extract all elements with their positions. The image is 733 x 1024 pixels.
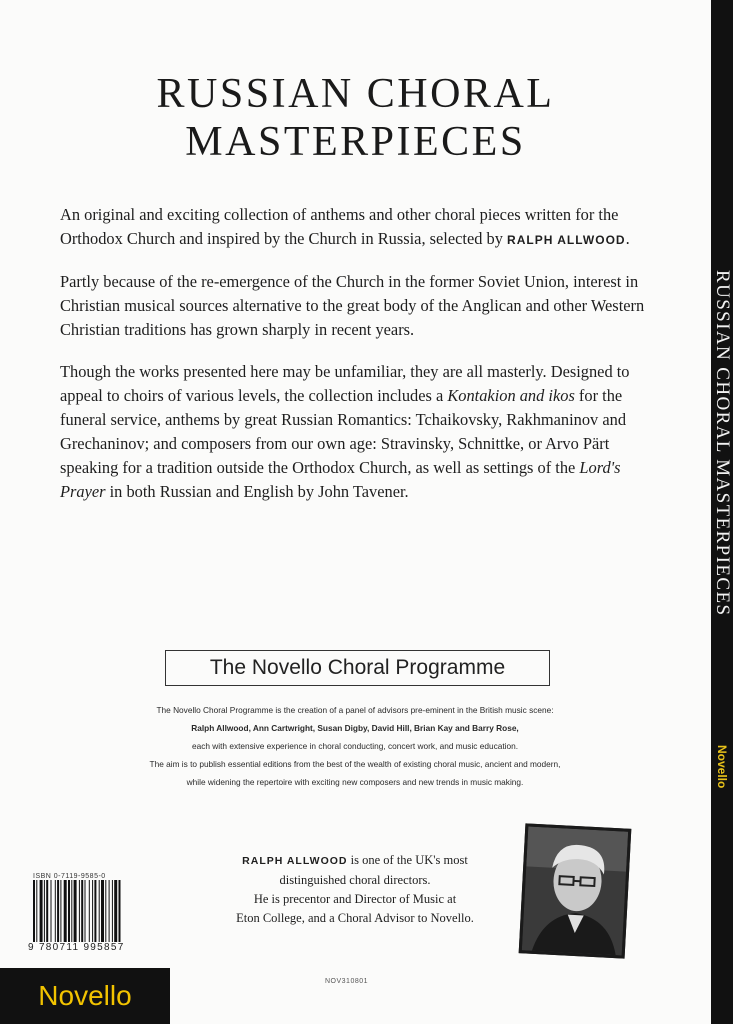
programme-description: The Novello Choral Programme is the creation of a panel of advisors pre-eminent in the British music scene: Ralph Allwood, Ann Cartwright, Susan Digby, David Hill, Brian Kay and Barry Rose, each with extensive experience in choral conducting, concert work, and music education. The aim is to publish essential editions from the best of the wealth of existing choral music, ancient and modern, while widening the repertoire with exciting new composers and new trends in music making. bbox=[149, 705, 561, 787]
author-bio: RALPH ALLWOOD is one of the UK's most distinguished choral directors. He is precentor and Director of Music at Eton College, and a Choral Advisor to Novello. bbox=[236, 853, 474, 925]
barcode bbox=[32, 880, 150, 942]
description-paragraph-1: An original and exciting collection of anthems and other choral pieces written for the Orthodox Church and inspired by the Church in Russia, selected by RALPH ALLWOOD. bbox=[60, 205, 630, 248]
novello-logo: Novello bbox=[0, 968, 170, 1024]
bio-name: RALPH ALLWOOD bbox=[242, 855, 348, 867]
editor-name: RALPH ALLWOOD bbox=[507, 233, 626, 247]
book-title bbox=[0, 70, 711, 166]
book-title-line2: MASTERPIECES bbox=[185, 119, 526, 165]
author-photo bbox=[519, 823, 632, 958]
book-title-line1: RUSSIAN CHORAL bbox=[156, 71, 555, 117]
catalogue-number: NOV310801 bbox=[325, 978, 369, 985]
description bbox=[60, 203, 660, 522]
description-paragraph-2: Partly because of the re-emergence of the Church in the former Soviet Union, interest in Christian musical sources alternative to the great body of the Anglican and other Western Christian traditions has grown sharply in recent years. bbox=[60, 272, 645, 339]
spine-title: RUSSIAN CHORAL MASTERPIECES bbox=[712, 270, 733, 617]
barcode-number: 9 780711 995857 bbox=[28, 942, 125, 953]
spine-brand: Novello bbox=[715, 745, 729, 789]
description-paragraph-3: Though the works presented here may be unfamiliar, they are all masterly. Designed to appeal to choirs of various levels, the collection includes a Kontakion and ikos for the funeral service, anthems by great Russian Romantics: Tchaikovsky, Rakhmaninov and Grechaninov; and composers from our own age: Stravinsky, Schnittke, or Arvo Pärt speaking for a tradition outside the Orthodox Church, as well as settings of the Lord's Prayer in both Russian and English by John Tavener. bbox=[60, 362, 630, 501]
programme-label: The Novello Choral Programme bbox=[165, 650, 550, 686]
advisors-list: Ralph Allwood, Ann Cartwright, Susan Digby, David Hill, Brian Kay and Barry Rose, bbox=[191, 723, 519, 733]
isbn: ISBN 0-7119-9585-0 bbox=[33, 873, 106, 880]
